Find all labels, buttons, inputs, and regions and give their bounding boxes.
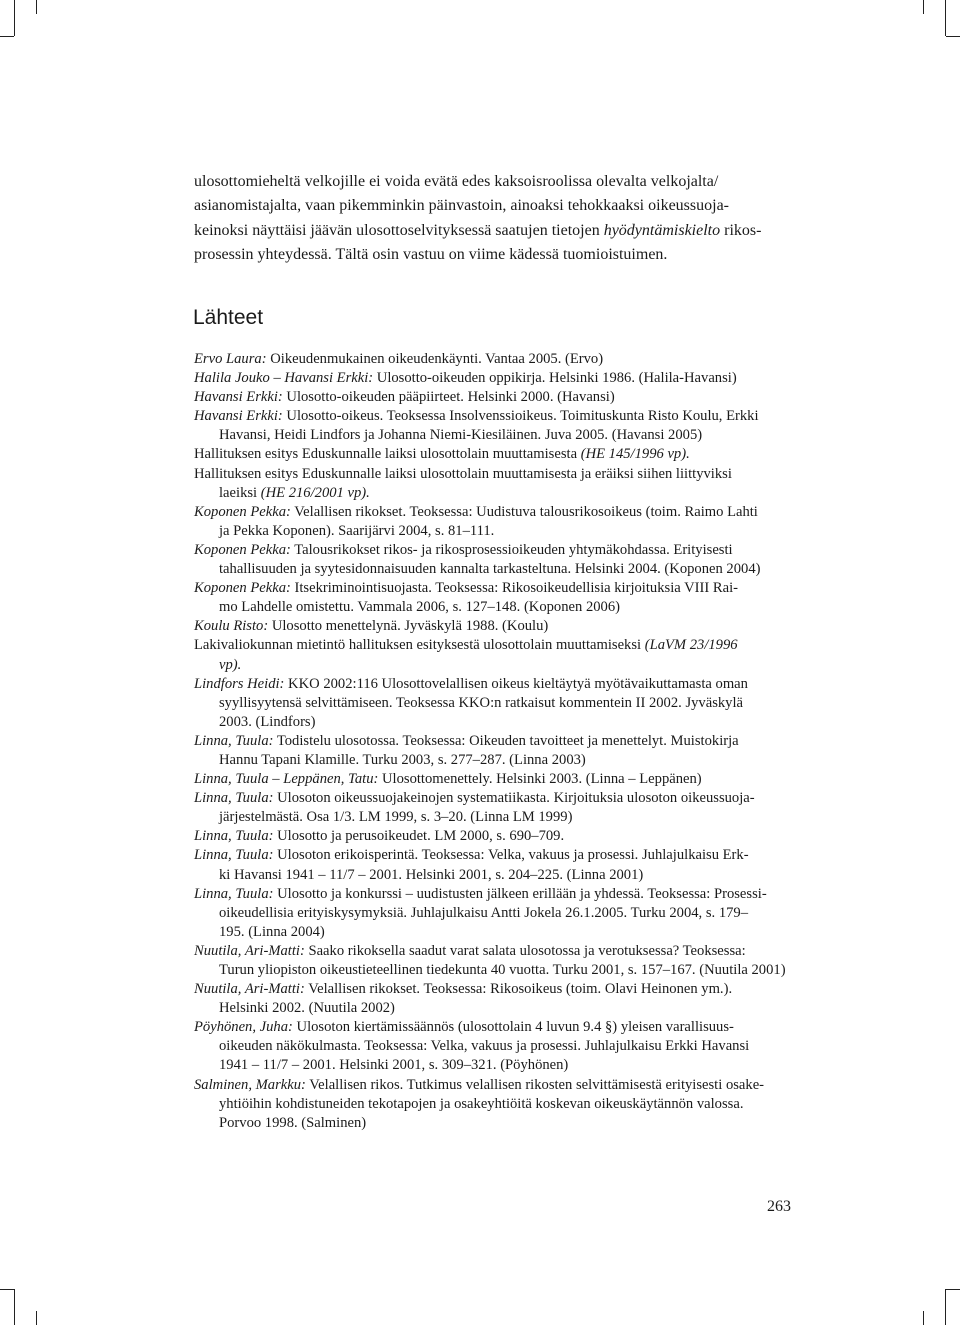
reference-author: Koponen Pekka: xyxy=(194,541,291,558)
reference-entry xyxy=(194,942,792,980)
reference-entry xyxy=(194,1076,792,1133)
reference-text: Ulosotto ja konkurssi – uudistusten jälkeen erillään ja yhdessä. Teoksessa: Prosessi- oikeudellisia erityiskysymyksiä. Juhlajulkaisu Antti Jokela 26.1.2005. Turku 2004, s. 179– 195. (Linna 2004) xyxy=(219,885,767,940)
reference-author: Salminen, Markku: xyxy=(194,1076,306,1093)
reference-author: Ervo Laura: xyxy=(194,351,267,367)
reference-entry xyxy=(194,846,792,884)
reference-text: Velallisen rikokset. Teoksessa: Rikosoikeus (toim. Olavi Heinonen ym.). Helsinki 2002. (Nuutila 2002) xyxy=(219,981,733,1017)
reference-entry xyxy=(194,789,792,827)
crop-mark-top-right-v2 xyxy=(923,0,924,14)
reference-entry xyxy=(194,369,792,388)
reference-entry xyxy=(194,770,792,789)
reference-text: Ulosoton kiertämissäännös (ulosottolain 4 luvun 9.4 §) yleisen varallisuus- oikeuden näkökulmasta. Teoksessa: Velka, vakuus ja prosessi. Juhlajulkaisu Erkki Havansi 1941 – 11/7 – 2001. Helsinki 2001, s. 309–321. (Pöyhönen) xyxy=(219,1019,750,1074)
reference-entry xyxy=(194,1018,792,1075)
reference-text: Velallisen rikos. Tutkimus velallisen rikosten selvittämisestä erityisesti osake- yhtiöihin kohdistuneiden tekotapojen ja osakeyhtiöitä koskevan oikeuskäytännön valossa. Porvoo 1998. (Salminen) xyxy=(219,1076,765,1131)
body-italic-term: hyödyntämiskielto xyxy=(603,221,721,239)
reference-entry xyxy=(194,541,792,579)
reference-entry xyxy=(194,465,792,503)
reference-author: Lindfors Heidi: xyxy=(194,675,285,692)
body-paragraph xyxy=(194,170,792,268)
reference-document-code: (HE 216/2001 vp). xyxy=(260,484,370,501)
reference-author: Linna, Tuula: xyxy=(194,847,274,864)
reference-document-code: (LaVM 23/1996 vp). xyxy=(219,637,738,673)
reference-text: Ulosotto menettelynä. Jyväskylä 1988. (Koulu) xyxy=(268,618,549,635)
reference-author: Linna, Tuula – Leppänen, Tatu: xyxy=(194,771,379,788)
crop-mark-bottom-left-v2 xyxy=(36,1311,37,1325)
reference-text: Hallituksen esitys Eduskunnalle laiksi ulosottolain muuttamisesta ja eräiksi siihen liittyviksi laeiksi xyxy=(194,465,732,501)
crop-mark-top-left-v2 xyxy=(36,0,37,14)
reference-text: Ulosoton oikeussuojakeinojen systematiikasta. Kirjoituksia ulosoton oikeussuoja- järjestelmästä. Osa 1/3. LM 1999, s. 3–20. (Linna LM 1999) xyxy=(219,790,755,826)
reference-entry xyxy=(194,579,792,617)
reference-text: Ulosotto-oikeuden oppikirja. Helsinki 1986. (Halila-Havansi) xyxy=(373,370,737,387)
reference-author: Koulu Risto: xyxy=(194,618,269,635)
reference-author: Pöyhönen, Juha: xyxy=(194,1019,293,1036)
reference-author: Koponen Pekka: xyxy=(194,503,291,520)
reference-author: Linna, Tuula: xyxy=(194,885,274,902)
reference-entry xyxy=(194,388,792,407)
crop-mark-bottom-left-v xyxy=(14,1289,15,1325)
crop-mark-bottom-right-h xyxy=(946,1289,960,1290)
reference-author: Havansi Erkki: xyxy=(194,408,283,425)
reference-author: Havansi Erkki: xyxy=(194,389,283,406)
section-heading: Lähteet xyxy=(193,306,264,329)
reference-text: Ulosoton erikoisperintä. Teoksessa: Velka, vakuus ja prosessi. Juhlajulkaisu Erk- ki Havansi 1941 – 11/7 – 2001. Helsinki 2001, s. 204–225. (Linna 2001) xyxy=(219,847,749,883)
reference-text: Ulosottomenettely. Helsinki 2003. (Linna – Leppänen) xyxy=(378,771,702,788)
reference-text: Velallisen rikokset. Teoksessa: Uudistuva talousrikosoikeus (toim. Raimo Lahti ja Pekka Koponen). Saarijärvi 2004, s. 81–111. xyxy=(219,503,758,539)
reference-author: Linna, Tuula: xyxy=(194,732,274,749)
reference-entry xyxy=(194,617,792,636)
reference-entry xyxy=(194,350,792,369)
crop-mark-top-left-v xyxy=(14,0,15,36)
body-text-before: ulosottomieheltä velkojille ei voida evätä edes kaksoisroolissa olevalta velkojalta/ asianomistajalta, vaan pikemminkin päinvastoin, ainoaksi tehokkaaksi oikeussuoja- keinoksi näyttäisi jäävän ulosottoselvityksessä saatujen tietojen xyxy=(194,173,729,239)
reference-text: Hallituksen esitys Eduskunnalle laiksi ulosottolain muuttamisesta xyxy=(194,446,581,463)
reference-text: Ulosotto ja perusoikeudet. LM 2000, s. 690–709. xyxy=(273,828,565,845)
reference-entry xyxy=(194,732,792,770)
reference-author: Halila Jouko – Havansi Erkki: xyxy=(194,370,374,387)
reference-document-code: (HE 145/1996 vp). xyxy=(580,446,690,463)
reference-entry xyxy=(194,675,792,732)
reference-author: Nuutila, Ari-Matti: xyxy=(194,981,305,998)
body-text-after: rikos- prosessin yhteydessä. Tältä osin vastuu on viime kädessä tuomioistuimen. xyxy=(194,221,762,264)
crop-mark-bottom-left-h xyxy=(0,1289,14,1290)
crop-mark-top-right-v xyxy=(945,0,946,36)
reference-text: Ulosotto-oikeuden pääpiirteet. Helsinki 2000. (Havansi) xyxy=(282,389,615,406)
reference-text: Todistelu ulosotossa. Teoksessa: Oikeuden tavoitteet ja menettelyt. Muistokirja Hannu Tapani Klamille. Turku 2003, s. 277–287. (Linna 2003) xyxy=(219,732,739,768)
crop-mark-bottom-right-v2 xyxy=(923,1311,924,1325)
reference-entry xyxy=(194,980,792,1018)
reference-entry xyxy=(194,636,792,674)
reference-author: Linna, Tuula: xyxy=(194,790,274,807)
reference-text: Itsekriminointisuojasta. Teoksessa: Rikosoikeudellisia kirjoituksia VIII Rai- mo Lahdelle omistettu. Vammala 2006, s. 127–148. (Koponen 2006) xyxy=(219,580,738,616)
reference-author: Koponen Pekka: xyxy=(194,580,291,597)
reference-entry xyxy=(194,827,792,846)
reference-author: Linna, Tuula: xyxy=(194,828,274,845)
reference-text: Lakivaliokunnan mietintö hallituksen esityksestä ulosottolain muuttamiseksi xyxy=(194,637,645,654)
reference-entry xyxy=(194,503,792,541)
reference-entry xyxy=(194,445,792,464)
reference-list xyxy=(194,350,792,1133)
reference-entry xyxy=(194,407,792,445)
reference-text: KKO 2002:116 Ulosottovelallisen oikeus kieltäytyä myötävaikuttamasta oman syyllisyytensä selvittämiseen. Teoksessa KKO:n ratkaisut kommentein II 2002. Jyväskylä 2003. (Lindfors) xyxy=(219,675,748,730)
reference-author: Nuutila, Ari-Matti: xyxy=(194,942,305,959)
reference-entry xyxy=(194,885,792,942)
reference-text: Ulosotto-oikeus. Teoksessa Insolvenssioikeus. Toimituskunta Risto Koulu, Erkki Havansi, Heidi Lindfors ja Johanna Niemi-Kiesiläinen. Juva 2005. (Havansi 2005) xyxy=(219,408,759,444)
crop-mark-bottom-right-v xyxy=(945,1289,946,1325)
reference-text: Oikeudenmukainen oikeudenkäynti. Vantaa 2005. (Ervo) xyxy=(266,351,604,367)
reference-text: Talousrikokset rikos- ja rikosprosessioikeuden yhtymäkohdassa. Erityisesti tahallisuuden ja syytesidonnaisuuden kannalta tarkasteltuna. Helsinki 2004. (Koponen 2004) xyxy=(219,541,761,578)
crop-mark-top-left-h xyxy=(0,36,14,37)
reference-text: Saako rikoksella saadut varat salata ulosotossa ja verotuksessa? Teoksessa: Turun yliopiston oikeustieteellinen tiedekunta 40 vuotta. Turku 2001, s. 157–167. (Nuutila 2001) xyxy=(219,942,786,978)
crop-mark-top-right-h xyxy=(946,36,960,37)
page-number: 263 xyxy=(767,1198,791,1215)
